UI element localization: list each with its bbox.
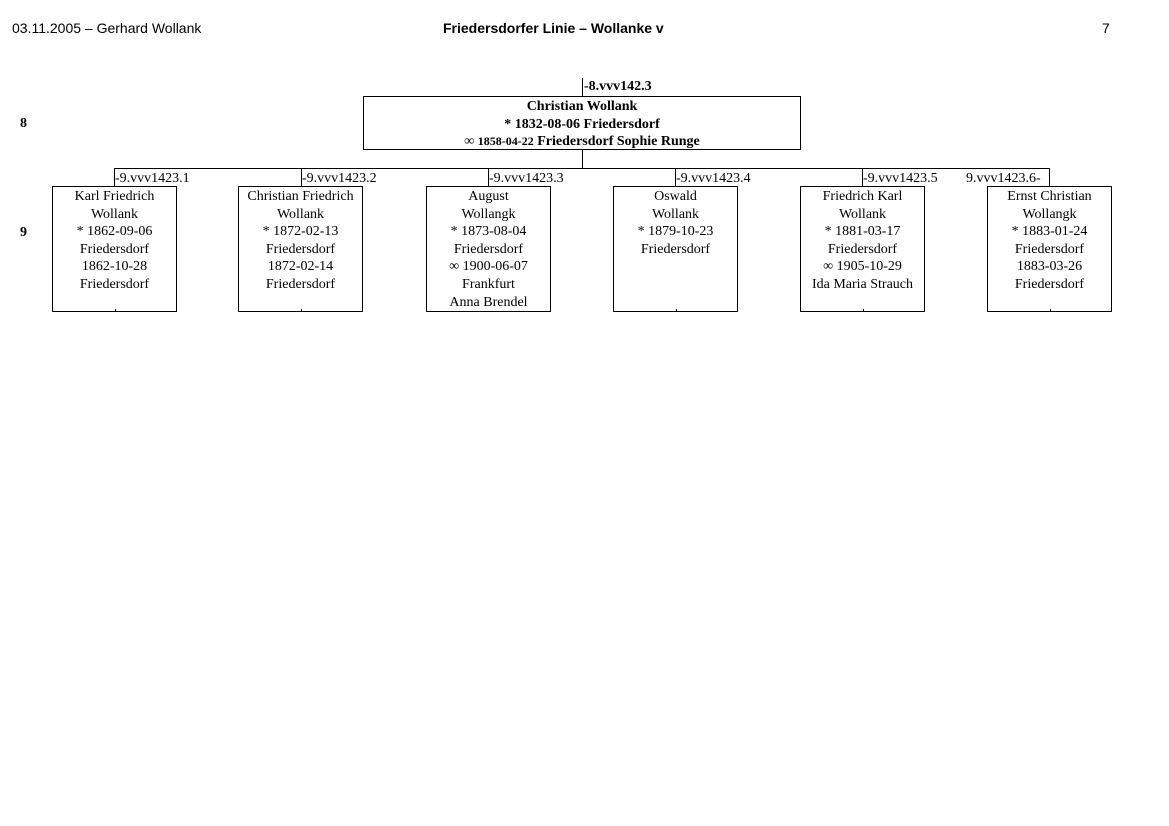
child-line: Wollank: [838, 206, 887, 222]
marriage-symbol-icon: ∞: [464, 134, 475, 149]
child-line: ∞ 1905-10-29: [823, 259, 902, 275]
child-line: Friedersdorf: [453, 241, 524, 257]
child-line: ∞ 1900-06-07: [449, 259, 528, 275]
child-line: * 1881-03-17: [824, 224, 901, 240]
parent-code-label: -8.vvv142.3: [584, 79, 652, 94]
parent-down-connector-line: [582, 150, 583, 168]
child-line: Friedersdorf: [265, 241, 336, 257]
child-line: Friedersdorf: [79, 276, 150, 292]
child-line: 1872-02-14: [267, 259, 334, 275]
child-line: Friedrich Karl: [822, 189, 903, 204]
child-line: Oswald: [654, 189, 697, 204]
generation-number-children: 9: [20, 225, 27, 240]
parent-name: Christian Wollank: [526, 99, 638, 114]
child-line: Christian Friedrich: [247, 189, 354, 204]
child-line: Friedersdorf: [265, 276, 336, 292]
page-title: Friedersdorfer Linie – Wollanke v: [443, 20, 664, 36]
child-line: Friedersdorf: [1014, 276, 1085, 292]
child-person-box-3: [426, 186, 551, 312]
child-line: August: [468, 189, 509, 204]
child-line: Anna Brendel: [449, 294, 528, 310]
child-code-label-4: -9.vvv1423.4: [676, 171, 751, 186]
child-person-box-6: [987, 186, 1112, 312]
generation-number-parent: 8: [20, 116, 27, 131]
parent-marriage-date: 1858-04-22: [477, 134, 534, 148]
child-line: Ida Maria Strauch: [811, 276, 914, 292]
child-line: * 1872-02-13: [262, 224, 339, 240]
child-line: Friedersdorf: [827, 241, 898, 257]
child-line: * 1879-10-23: [637, 224, 714, 240]
child-line: Wollangk: [461, 206, 516, 222]
child-person-box-5: [800, 186, 925, 312]
box-bottom-marker: [1050, 309, 1051, 311]
child-code-label-3: -9.vvv1423.3: [489, 171, 564, 186]
child-line: Wollangk: [1022, 206, 1077, 222]
page-number: 7: [1102, 20, 1110, 36]
box-bottom-marker: [863, 309, 864, 311]
parent-person-box: [363, 96, 801, 150]
box-bottom-marker: [301, 309, 302, 311]
child-line: Karl Friedrich: [74, 189, 155, 204]
child-line: Wollank: [276, 206, 325, 222]
child-code-label-6: 9.vvv1423.6-: [966, 171, 1041, 186]
parent-marriage-place-spouse: Friedersdorf Sophie Runge: [537, 134, 700, 149]
parent-connector-line: [582, 78, 583, 96]
box-bottom-marker: [676, 309, 677, 311]
child-person-box-1: [52, 186, 177, 312]
child-line: 1862-10-28: [81, 259, 148, 275]
child-code-label-5: -9.vvv1423.5: [863, 171, 938, 186]
box-bottom-marker: [115, 309, 116, 311]
child-line: Friedersdorf: [1014, 241, 1085, 257]
child-line: Friedersdorf: [640, 241, 711, 257]
child-line: Ernst Christian: [1007, 189, 1092, 204]
child-person-box-4: [613, 186, 738, 312]
parent-birth: * 1832-08-06 Friedersdorf: [504, 116, 660, 132]
child-line: Wollank: [651, 206, 700, 222]
child-line: Friedersdorf: [79, 241, 150, 257]
child-line: * 1873-08-04: [450, 224, 527, 240]
page-header-author-date: 03.11.2005 – Gerhard Wollank: [12, 20, 202, 36]
child-line: * 1883-01-24: [1011, 224, 1088, 240]
child-line: Frankfurt: [462, 276, 515, 292]
child-code-label-2: -9.vvv1423.2: [302, 171, 377, 186]
sibling-bar-line: [114, 168, 1050, 169]
child-line: * 1862-09-06: [76, 224, 153, 240]
child-line: Wollank: [90, 206, 139, 222]
child-code-label-1: -9.vvv1423.1: [115, 171, 190, 186]
child-line: 1883-03-26: [1016, 259, 1083, 275]
child-connector-line-6: [1049, 168, 1050, 186]
child-person-box-2: [238, 186, 363, 312]
parent-marriage: [364, 133, 800, 151]
